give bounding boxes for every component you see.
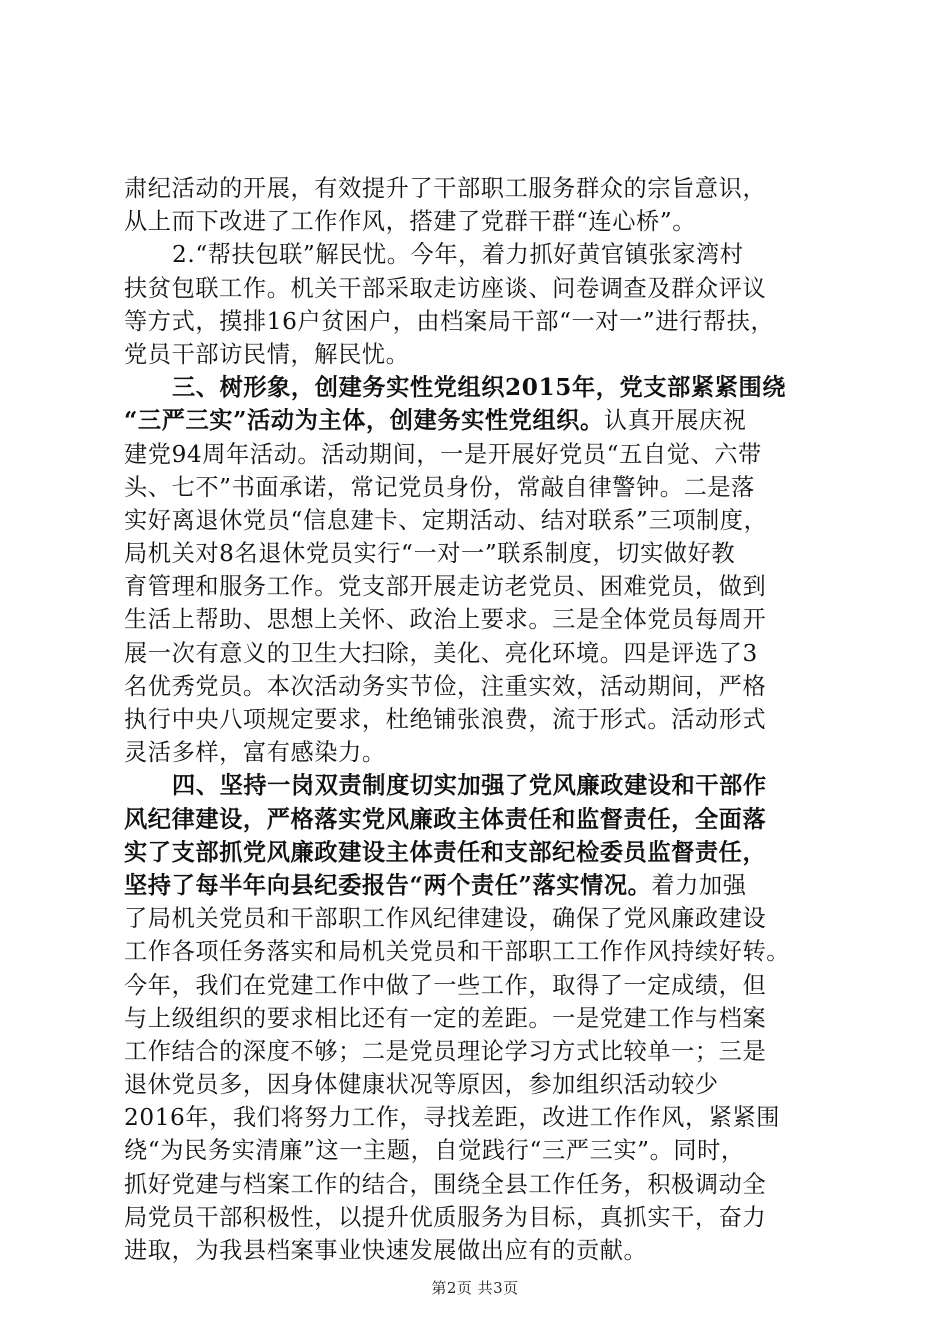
text-line [124, 1002, 830, 1035]
line-text: 着力加强 [651, 871, 747, 899]
bold-heading-text: 三、树形象，创建务实性党组织2015年，党支部紧紧围绕 [172, 374, 787, 402]
text-line [124, 1068, 830, 1101]
bold-heading-text: “三严三实”活动为主体，创建务实性党组织。 [124, 407, 604, 435]
line-text: 建党94周年活动。活动期间，一是开展好党员“五自觉、六带 [124, 440, 762, 468]
text-line [124, 902, 830, 935]
text-line [124, 1234, 830, 1267]
text-line [124, 637, 830, 670]
line-text: 2016年，我们将努力工作，寻找差距，改进工作作风，紧紧围 [124, 1104, 781, 1132]
line-text: 退休党员多，因身体健康状况等原因，参加组织活动较少 [124, 1071, 719, 1099]
line-text: 灵活多样，富有感染力。 [124, 739, 386, 767]
bold-heading-text: 坚持了每半年向县纪委报告“两个责任”落实情况。 [124, 871, 652, 899]
text-line [124, 1201, 830, 1234]
bold-heading-text: 风纪律建设，严格落实党风廉政主体责任和监督责任，全面落 [124, 805, 767, 833]
text-line [124, 703, 830, 736]
text-line [124, 438, 830, 471]
line-text: 进取，为我县档案事业快速发展做出应有的贡献。 [124, 1237, 648, 1264]
text-line [124, 537, 830, 570]
text-line [124, 803, 830, 836]
text-line [124, 238, 830, 271]
text-line [124, 371, 830, 404]
line-text: 生活上帮助、思想上关怀、政治上要求。三是全体党员每周开 [124, 606, 767, 634]
line-text: 了局机关党员和干部职工作风纪律建设，确保了党风廉政建设 [124, 905, 767, 933]
line-text: 从上而下改进了工作作风，搭建了党群干群“连心桥”。 [124, 208, 697, 236]
line-text: 今年，我们在党建工作中做了一些工作，取得了一定成绩，但 [124, 971, 767, 999]
text-line [124, 338, 830, 371]
text-line [124, 769, 830, 802]
line-text: 抓好党建与档案工作的结合，围绕全县工作任务，积极调动全 [124, 1170, 767, 1198]
line-text: 扶贫包联工作。机关干部采取走访座谈、问卷调查及群众评议 [124, 274, 767, 302]
text-line [124, 205, 830, 238]
line-text: 展一次有意义的卫生大扫除，美化、亮化环境。四是评选了3 [124, 639, 758, 667]
text-line [124, 836, 830, 869]
document-body [124, 172, 830, 1267]
text-line [124, 1101, 830, 1134]
line-text: 工作各项任务落实和局机关党员和干部职工工作作风持续好转。 [124, 938, 791, 966]
text-line [124, 670, 830, 703]
text-line [124, 471, 830, 504]
text-line [124, 172, 830, 205]
bold-heading-text: 实了支部抓党风廉政建设主体责任和支部纪检委员监督责任， [124, 838, 767, 866]
text-line [124, 1134, 830, 1167]
text-line [124, 869, 830, 902]
text-line [124, 305, 830, 338]
text-line [124, 736, 830, 769]
line-text: 育管理和服务工作。党支部开展走访老党员、困难党员，做到 [124, 573, 767, 601]
text-line [124, 1035, 830, 1068]
text-line [124, 272, 830, 305]
line-text: 2.“帮扶包联”解民忧。今年，着力抓好黄官镇张家湾村 [172, 241, 744, 269]
line-text: 绕“为民务实清廉”这一主题，自觉践行“三严三实”。同时， [124, 1137, 745, 1165]
line-text: 肃纪活动的开展，有效提升了干部职工服务群众的宗旨意识， [124, 175, 767, 202]
line-text: 头、七不”书面承诺，常记党员身份，常敲自律警钟。二是落 [124, 473, 755, 501]
text-line [124, 969, 830, 1002]
bold-heading-text: 四、坚持一岗双责制度切实加强了党风廉政建设和干部作 [172, 772, 767, 800]
line-text: 工作结合的深度不够；二是党员理论学习方式比较单一；三是 [124, 1037, 767, 1065]
text-line [124, 504, 830, 537]
line-text: 局机关对8名退休党员实行“一对一”联系制度，切实做好教 [124, 540, 736, 568]
line-text: 等方式，摸排16户贫困户，由档案局干部“一对一”进行帮扶， [124, 307, 775, 335]
line-text: 执行中央八项规定要求，杜绝铺张浪费，流于形式。活动形式 [124, 706, 767, 733]
text-line [124, 935, 830, 968]
line-text: 党员干部访民情，解民忧。 [124, 340, 410, 368]
text-line [124, 404, 830, 437]
line-text: 名优秀党员。本次活动务实节俭，注重实效，活动期间，严格 [124, 672, 767, 700]
line-text: 与上级组织的要求相比还有一定的差距。一是党建工作与档案 [124, 1004, 767, 1032]
line-text: 实好离退休党员“信息建卡、定期活动、结对联系”三项制度， [124, 506, 768, 534]
text-line [124, 570, 830, 603]
line-text: 认真开展庆祝 [603, 407, 747, 435]
page-footer: 第2页 共3页 [431, 1279, 519, 1297]
line-text: 局党员干部积极性，以提升优质服务为目标，真抓实干，奋力 [124, 1203, 767, 1231]
text-line [124, 603, 830, 636]
text-line [124, 1168, 830, 1201]
